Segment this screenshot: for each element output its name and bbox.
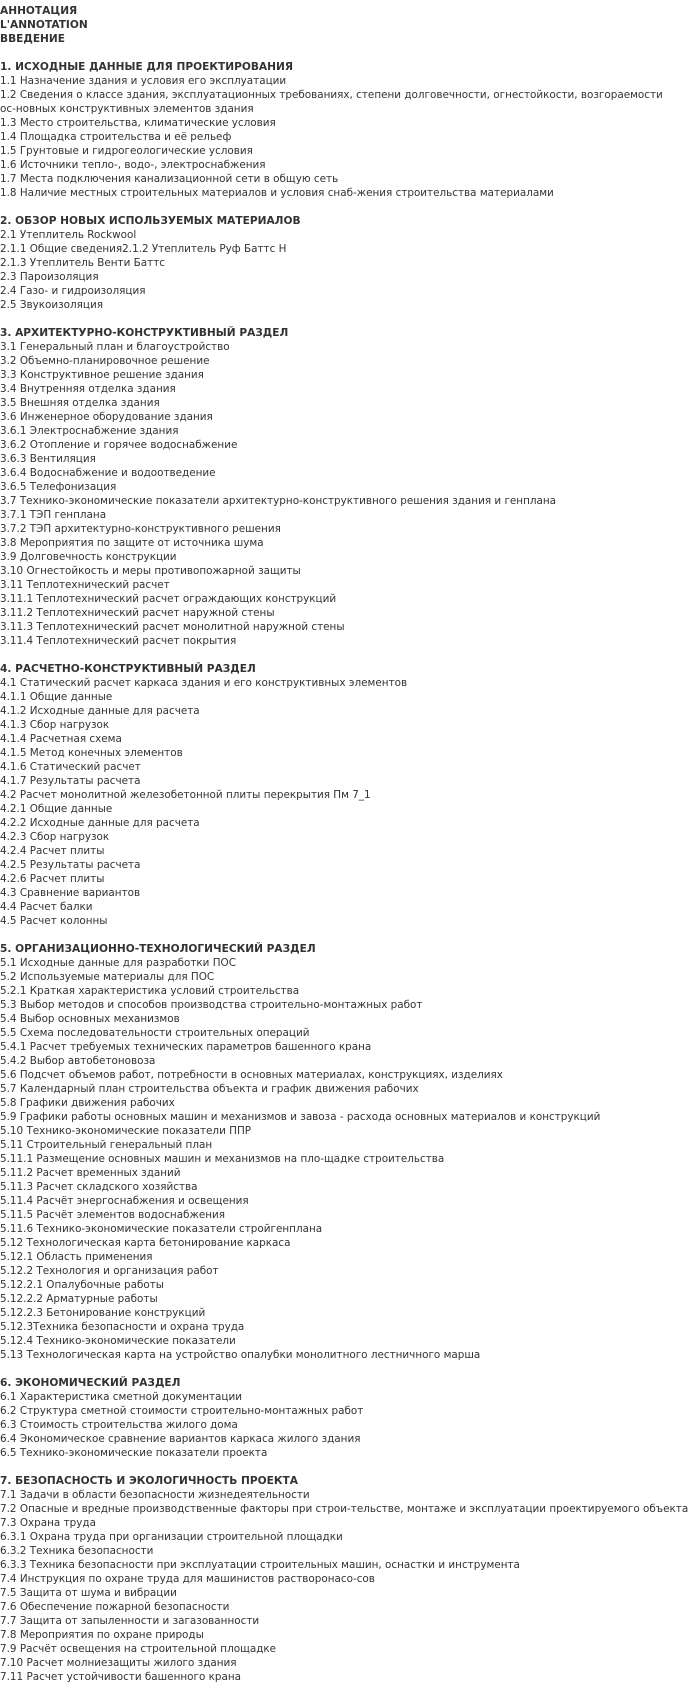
section-heading: ВВЕДЕНИЕ [0, 33, 66, 45]
toc-entry: 5.12.2.3 Бетонирование конструкций [0, 1307, 206, 1319]
toc-entry: 4.1 Статический расчет каркаса здания и его конструктивных элементов [0, 677, 408, 689]
toc-entry: 5.11.1 Размещение основных машин и механизмов на пло-щадке строительства [0, 1153, 445, 1165]
section-heading: 7. БЕЗОПАСНОСТЬ И ЭКОЛОГИЧНОСТЬ ПРОЕКТА [0, 1475, 298, 1487]
toc-entry: 4.4 Расчет балки [0, 901, 93, 913]
toc-entry: 3.11.3 Теплотехнический расчет монолитной наружной стены [0, 621, 345, 633]
toc-entry: 5.6 Подсчет объемов работ, потребности в основных материалах, конструкциях, изделиях [0, 1069, 503, 1081]
section-heading: L'ANNOTATION [0, 19, 88, 31]
toc-entry: 5.12.3Техника безопасности и охрана труда [0, 1321, 245, 1333]
toc-entry: 1.7 Места подключения канализационной сети в общую сеть [0, 173, 339, 185]
toc-entry: 7.7 Защита от запыленности и загазованности [0, 1615, 260, 1627]
section-heading: 3. АРХИТЕКТУРНО-КОНСТРУКТИВНЫЙ РАЗДЕЛ [0, 327, 289, 339]
toc-entry: 7.10 Расчет молниезащиты жилого здания [0, 1657, 237, 1669]
toc-entry: 5.12 Технологическая карта бетонирование каркаса [0, 1237, 291, 1249]
toc-entry: 3.10 Огнестойкость и меры противопожарной защиты [0, 565, 301, 577]
section-heading: 5. ОРГАНИЗАЦИОННО-ТЕХНОЛОГИЧЕСКИЙ РАЗДЕЛ [0, 943, 316, 955]
toc-entry: 5.11.6 Технико-экономические показатели стройгенплана [0, 1223, 323, 1235]
section-gap [0, 312, 700, 326]
section-gap [0, 928, 700, 942]
toc-entry: 5.12.4 Технико-экономические показатели [0, 1335, 236, 1347]
toc-entry: 5.3 Выбор методов и способов производства строительно-монтажных работ [0, 999, 423, 1011]
toc-entry: 2.1 Утеплитель Rockwool [0, 229, 137, 241]
toc-entry: 5.1 Исходные данные для разработки ПОС [0, 957, 236, 969]
section-heading: 4. РАСЧЕТНО-КОНСТРУКТИВНЫЙ РАЗДЕЛ [0, 663, 256, 675]
toc-entry: 2.5 Звукоизоляция [0, 299, 103, 311]
toc-entry: 6.3 Стоимость строительства жилого дома [0, 1419, 238, 1431]
toc-entry: 7.9 Расчёт освещения на строительной площадке [0, 1643, 277, 1655]
toc-entry: 3.4 Внутренняя отделка здания [0, 383, 176, 395]
toc-entry: 4.2.4 Расчет плиты [0, 845, 105, 857]
toc-entry: 7.1 Задачи в области безопасности жизнедеятельности [0, 1489, 310, 1501]
toc-entry: 5.11.4 Расчёт энергоснабжения и освещения [0, 1195, 249, 1207]
toc-entry: 3.6.5 Телефонизация [0, 481, 117, 493]
toc-entry: 1.4 Площадка строительства и её рельеф [0, 131, 232, 143]
toc-entry: 5.5 Схема последовательности строительных операций [0, 1027, 310, 1039]
toc-entry: 4.3 Сравнение вариантов [0, 887, 141, 899]
section-gap [0, 200, 700, 214]
toc-entry: 5.2.1 Краткая характеристика условий строительства [0, 985, 300, 997]
toc-entry: 1.2 Сведения о классе здания, эксплуатационных требованиях, степени долговечности, огнестойкости, возгораемости [0, 89, 663, 101]
toc-entry: 3.11.2 Теплотехнический расчет наружной стены [0, 607, 275, 619]
toc-entry: 3.3 Конструктивное решение здания [0, 369, 204, 381]
toc-entry: 4.1.7 Результаты расчета [0, 775, 141, 787]
toc-entry: 1.3 Место строительства, климатические условия [0, 117, 276, 129]
toc-entry: 3.11.1 Теплотехнический расчет ограждающих конструкций [0, 593, 337, 605]
toc-entry: 3.6.4 Водоснабжение и водоотведение [0, 467, 216, 479]
toc-entry: 3.7.1 ТЭП генплана [0, 509, 107, 521]
toc-entry: 6.1 Характеристика сметной документации [0, 1391, 243, 1403]
toc-entry: 5.11.5 Расчёт элементов водоснабжения [0, 1209, 226, 1221]
toc-entry: 3.7 Технико-экономические показатели архитектурно-конструктивного решения здания и генплана [0, 495, 557, 507]
toc-entry: 7.5 Защита от шума и вибрации [0, 1587, 177, 1599]
toc-entry: 5.8 Графики движения рабочих [0, 1097, 175, 1109]
toc-entry: 5.10 Технико-экономические показатели ППР [0, 1125, 252, 1137]
toc-entry: 5.12.2 Технология и организация работ [0, 1265, 219, 1277]
toc-entry: 5.4.1 Расчет требуемых технических параметров башенного крана [0, 1041, 372, 1053]
toc-entry: 3.6.3 Вентиляция [0, 453, 96, 465]
toc-entry: 4.1.6 Статический расчет [0, 761, 141, 773]
toc-entry: 6.3.1 Охрана труда при организации строительной площадки [0, 1531, 343, 1543]
toc-entry: 4.5 Расчет колонны [0, 915, 108, 927]
toc-entry: 4.2.5 Результаты расчета [0, 859, 141, 871]
toc-entry: 7.11 Расчет устойчивости башенного крана [0, 1671, 242, 1683]
section-heading: АННОТАЦИЯ [0, 5, 78, 17]
toc-entry: 7.3 Охрана труда [0, 1517, 96, 1529]
toc-entry: 2.1.1 Общие сведения2.1.2 Утеплитель Руф Баттс Н [0, 243, 287, 255]
section-gap [0, 46, 700, 60]
toc-entry: 4.1.3 Сбор нагрузок [0, 719, 110, 731]
toc-entry: 1.8 Наличие местных строительных материалов и условия снаб-жения строительства материалами [0, 187, 554, 199]
toc-entry: 4.2.1 Общие данные [0, 803, 113, 815]
toc-entry: 4.1.2 Исходные данные для расчета [0, 705, 200, 717]
toc-entry: 7.6 Обеспечение пожарной безопасности [0, 1601, 230, 1613]
toc-entry: 3.9 Долговечность конструкции [0, 551, 177, 563]
toc-entry: 6.3.3 Техника безопасности при эксплуатации строительных машин, оснастки и инструмента [0, 1559, 520, 1571]
toc-entry: 2.3 Пароизоляция [0, 271, 99, 283]
toc-entry: 4.1.1 Общие данные [0, 691, 113, 703]
section-heading: 6. ЭКОНОМИЧЕСКИЙ РАЗДЕЛ [0, 1377, 181, 1389]
toc-entry: 2.4 Газо- и гидроизоляция [0, 285, 146, 297]
toc-entry: 5.11.2 Расчет временных зданий [0, 1167, 181, 1179]
toc-entry: 4.2.3 Сбор нагрузок [0, 831, 110, 843]
toc-entry: 5.4 Выбор основных механизмов [0, 1013, 180, 1025]
toc-entry: 1.6 Источники тепло-, водо-, электроснабжения [0, 159, 266, 171]
section-heading: 1. ИСХОДНЫЕ ДАННЫЕ ДЛЯ ПРОЕКТИРОВАНИЯ [0, 61, 294, 73]
toc-entry: 5.12.2.1 Опалубочные работы [0, 1279, 164, 1291]
section-heading: 2. ОБЗОР НОВЫХ ИСПОЛЬЗУЕМЫХ МАТЕРИАЛОВ [0, 215, 301, 227]
toc-entry: 7.4 Инструкция по охране труда для машинистов растворонасо-сов [0, 1573, 375, 1585]
toc-entry: 4.2.2 Исходные данные для расчета [0, 817, 200, 829]
toc-entry: 3.2 Объемно-планировочное решение [0, 355, 210, 367]
toc-entry: 3.7.2 ТЭП архитектурно-конструктивного решения [0, 523, 281, 535]
toc-entry: 4.2.6 Расчет плиты [0, 873, 105, 885]
toc-entry: 3.11 Теплотехнический расчет [0, 579, 170, 591]
toc-entry: 3.6.2 Отопление и горячее водоснабжение [0, 439, 238, 451]
toc-entry: ос-новных конструктивных элементов здания [0, 103, 254, 115]
toc-entry: 5.11.3 Расчет складского хозяйства [0, 1181, 198, 1193]
toc-entry: 3.11.4 Теплотехнический расчет покрытия [0, 635, 237, 647]
toc-entry: 6.4 Экономическое сравнение вариантов каркаса жилого здания [0, 1433, 361, 1445]
toc-entry: 6.5 Технико-экономические показатели проекта [0, 1447, 268, 1459]
toc-entry: 5.9 Графики работы основных машин и механизмов и завоза - расхода основных материалов и конструкций [0, 1111, 601, 1123]
toc-entry: 5.12.1 Область применения [0, 1251, 153, 1263]
section-gap [0, 1460, 700, 1474]
toc-entry: 5.4.2 Выбор автобетоновоза [0, 1055, 156, 1067]
toc-entry: 1.5 Грунтовые и гидрогеологические условия [0, 145, 253, 157]
toc-entry: 3.6.1 Электроснабжение здания [0, 425, 179, 437]
toc-entry: 4.2 Расчет монолитной железобетонной плиты перекрытия Пм 7_1 [0, 789, 371, 801]
toc-entry: 5.11 Строительный генеральный план [0, 1139, 213, 1151]
toc-entry: 3.5 Внешняя отделка здания [0, 397, 160, 409]
toc-entry: 2.1.3 Утеплитель Венти Баттс [0, 257, 165, 269]
toc-entry: 5.7 Календарный план строительства объекта и график движения рабочих [0, 1083, 419, 1095]
toc-entry: 3.1 Генеральный план и благоустройство [0, 341, 230, 353]
toc-entry: 4.1.5 Метод конечных элементов [0, 747, 183, 759]
toc-entry: 3.6 Инженерное оборудование здания [0, 411, 213, 423]
toc-entry: 6.2 Структура сметной стоимости строительно-монтажных работ [0, 1405, 364, 1417]
section-gap [0, 1362, 700, 1376]
toc-entry: 4.1.4 Расчетная схема [0, 733, 122, 745]
toc-entry: 1.1 Назначение здания и условия его эксплуатации [0, 75, 287, 87]
toc-entry: 6.3.2 Техника безопасности [0, 1545, 154, 1557]
toc-entry: 7.8 Мероприятия по охране природы [0, 1629, 204, 1641]
toc-entry: 3.8 Мероприятия по защите от источника шума [0, 537, 264, 549]
toc-entry: 5.12.2.2 Арматурные работы [0, 1293, 158, 1305]
toc-entry: 5.13 Технологическая карта на устройство опалубки монолитного лестничного марша [0, 1349, 481, 1361]
toc-entry: 5.2 Используемые материалы для ПОС [0, 971, 215, 983]
section-gap [0, 648, 700, 662]
toc-entry: 7.2 Опасные и вредные производственные факторы при строи-тельстве, монтаже и эксплуатации проектируемого объекта [0, 1503, 689, 1515]
